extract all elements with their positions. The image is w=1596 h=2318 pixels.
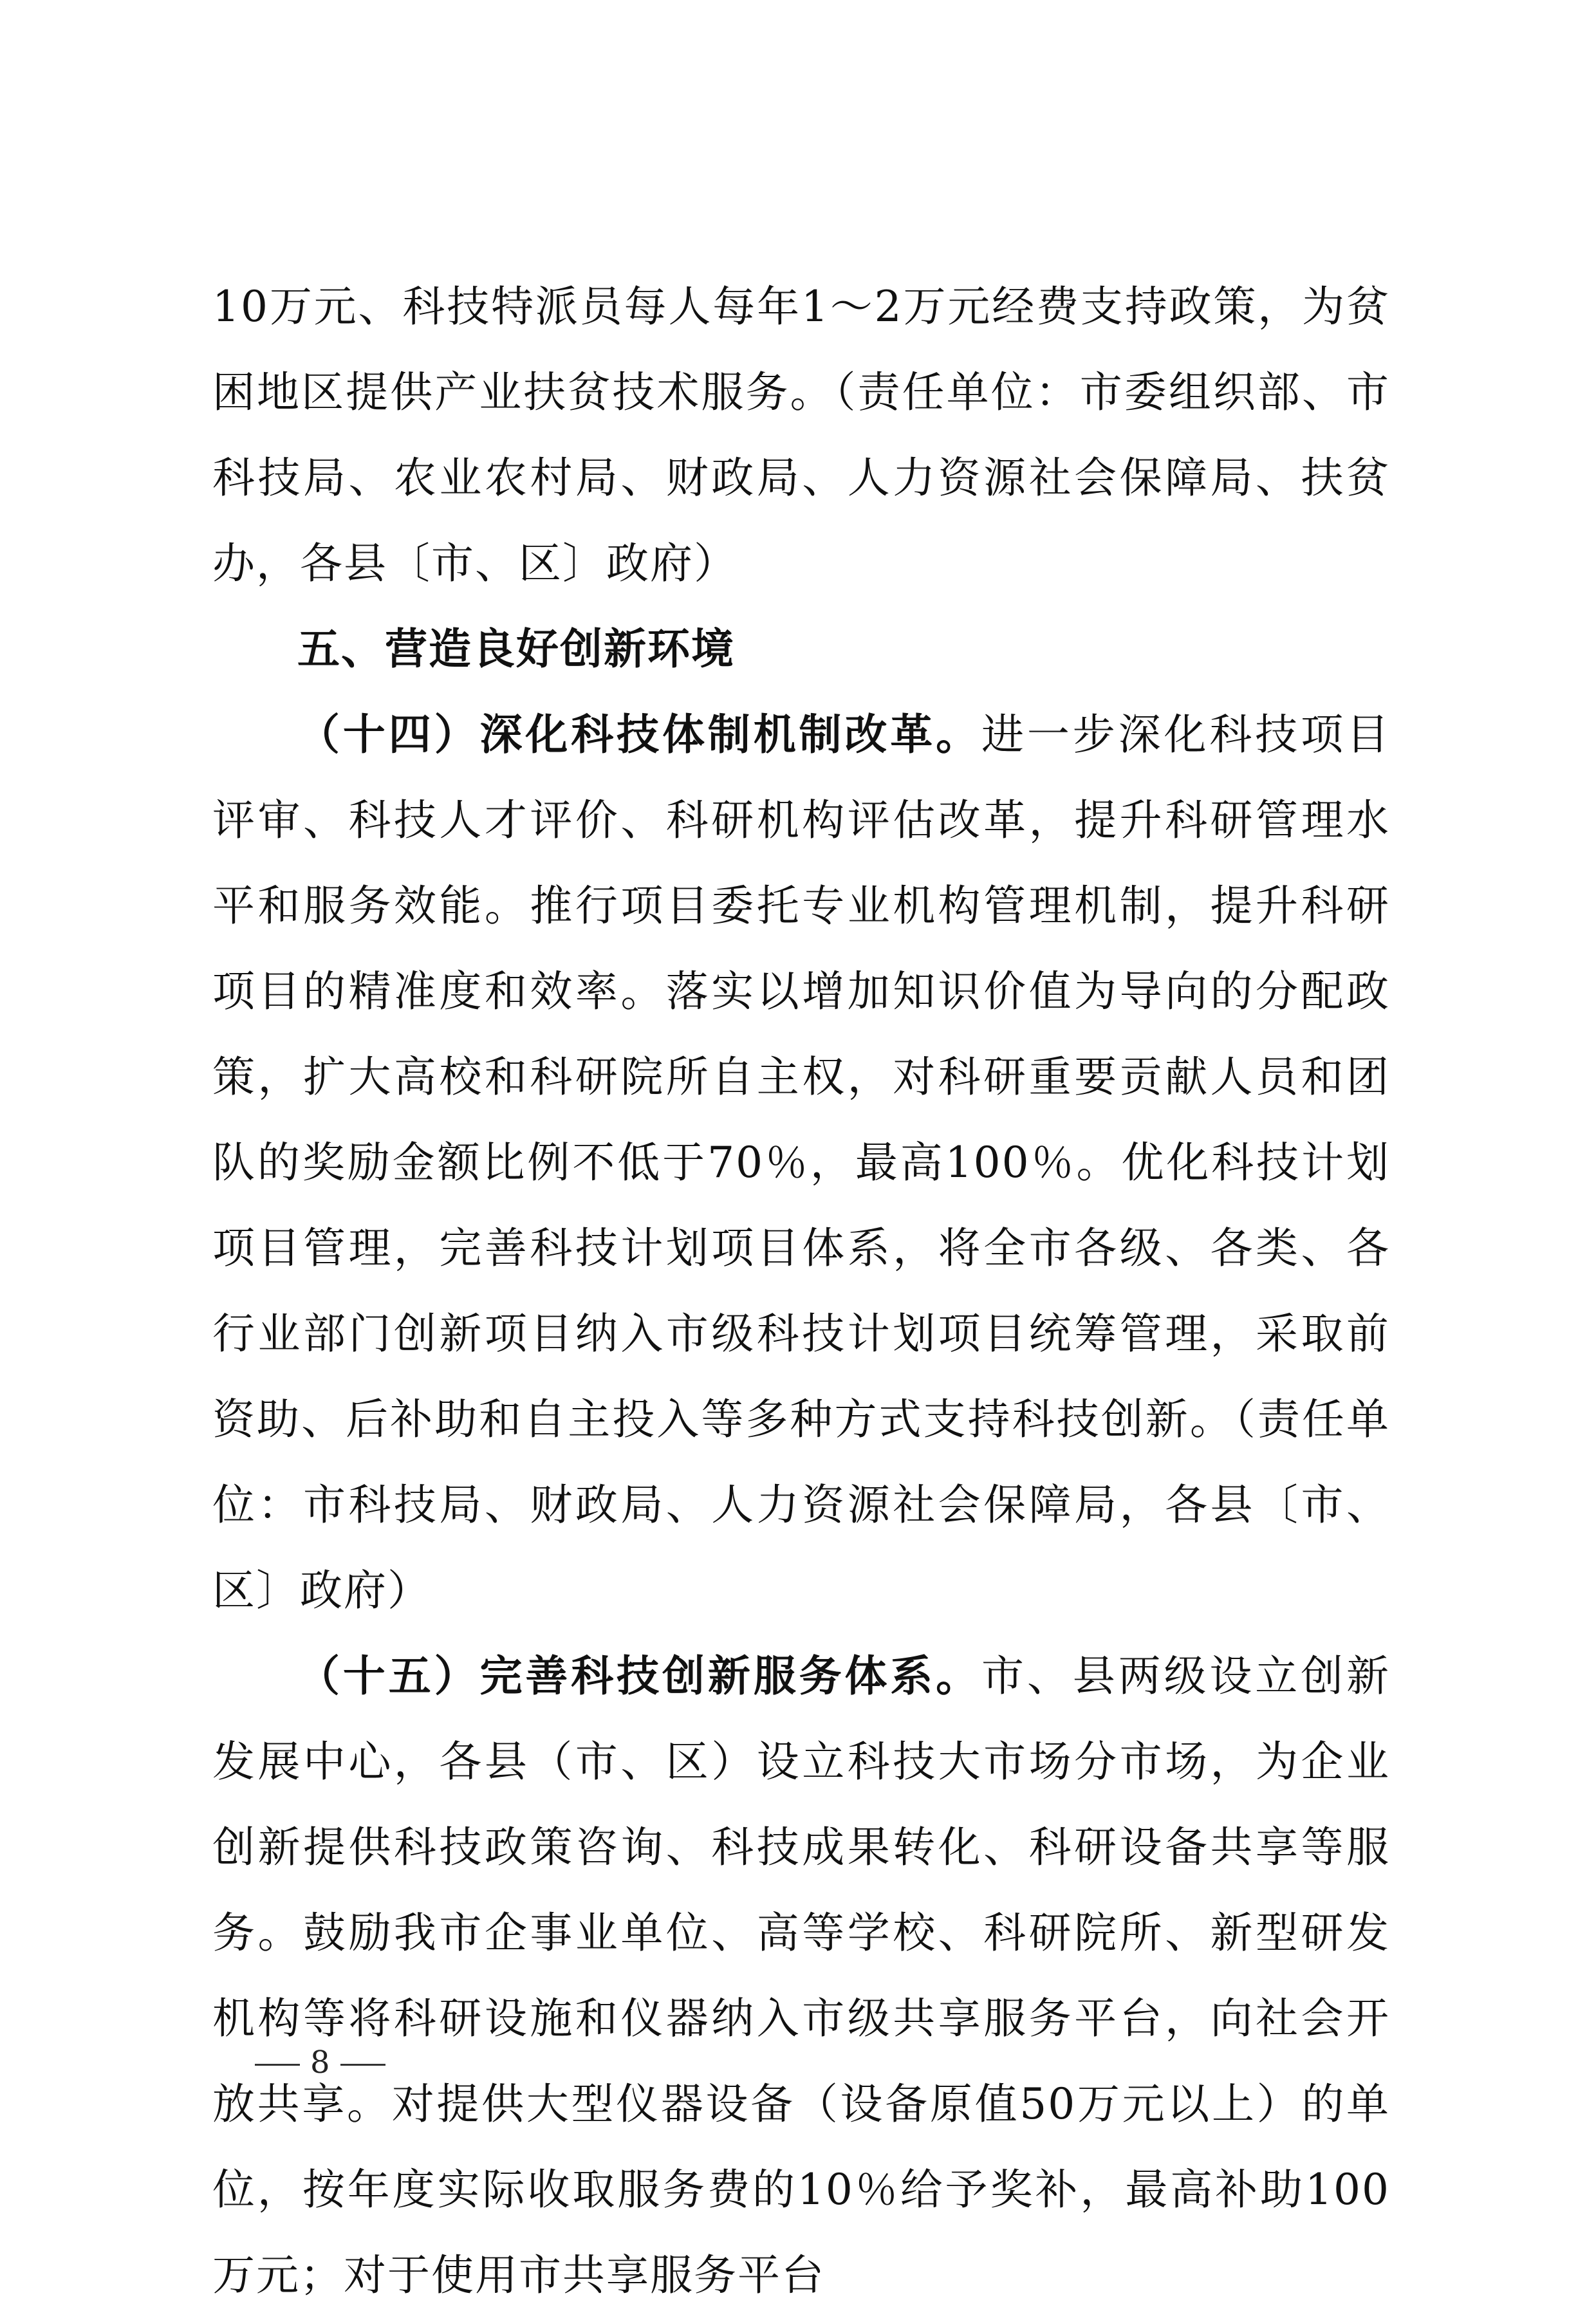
document-page: [212, 264, 1390, 2318]
page-footer: [245, 2043, 396, 2082]
continuation-paragraph: 10万元、科技特派员每人每年1～2万元经费支持政策，为贫困地区提供产业扶贫技术服务。（责任单位：市委组织部、市科技局、农业农村局、财政局、人力资源社会保障局、扶贫办，各县〔市、区〕政府）: [212, 282, 1390, 588]
footer-dash-left: [255, 2064, 300, 2066]
item-14-paragraph: [212, 692, 1390, 1633]
footer-dash-right: [340, 2064, 385, 2066]
section-heading: 五、营造良好创新环境: [297, 624, 735, 674]
page-number: 8: [310, 2044, 330, 2081]
item-14-lead: （十四）深化科技体制机制改革。: [297, 709, 982, 759]
item-15-lead: （十五）完善科技创新服务体系。: [297, 1651, 982, 1701]
item-15-paragraph: [212, 1633, 1390, 2318]
item-14-body: 进一步深化科技项目评审、科技人才评价、科研机构评估改革，提升科研管理水平和服务效能。推行项目委托专业机构管理机制，提升科研项目的精准度和效率。落实以增加知识价值为导向的分配政策，扩大高校和科研院所自主权，对科研重要贡献人员和团队的奖励金额比例不低于70％，最高100％。优化科技计划项目管理，完善科技计划项目体系，将全市各级、各类、各行业部门创新项目纳入市级科技计划项目统筹管理，采取前资助、后补助和自主投入等多种方式支持科技创新。（责任单位：市科技局、财政局、人力资源社会保障局，各县〔市、区〕政府）: [212, 710, 1391, 1615]
item-15-body: 市、县两级设立创新发展中心，各县（市、区）设立科技大市场分市场，为企业创新提供科技政策咨询、科技成果转化、科研设备共享等服务。鼓励我市企事业单位、高等学校、科研院所、新型研发机构等将科研设施和仪器纳入市级共享服务平台，向社会开放共享。对提供大型仪器设备（设备原值50万元以上）的单位，按年度实际收取服务费的10％给予奖补，最高补助100万元；对于使用市共享服务平台: [212, 1651, 1391, 2300]
